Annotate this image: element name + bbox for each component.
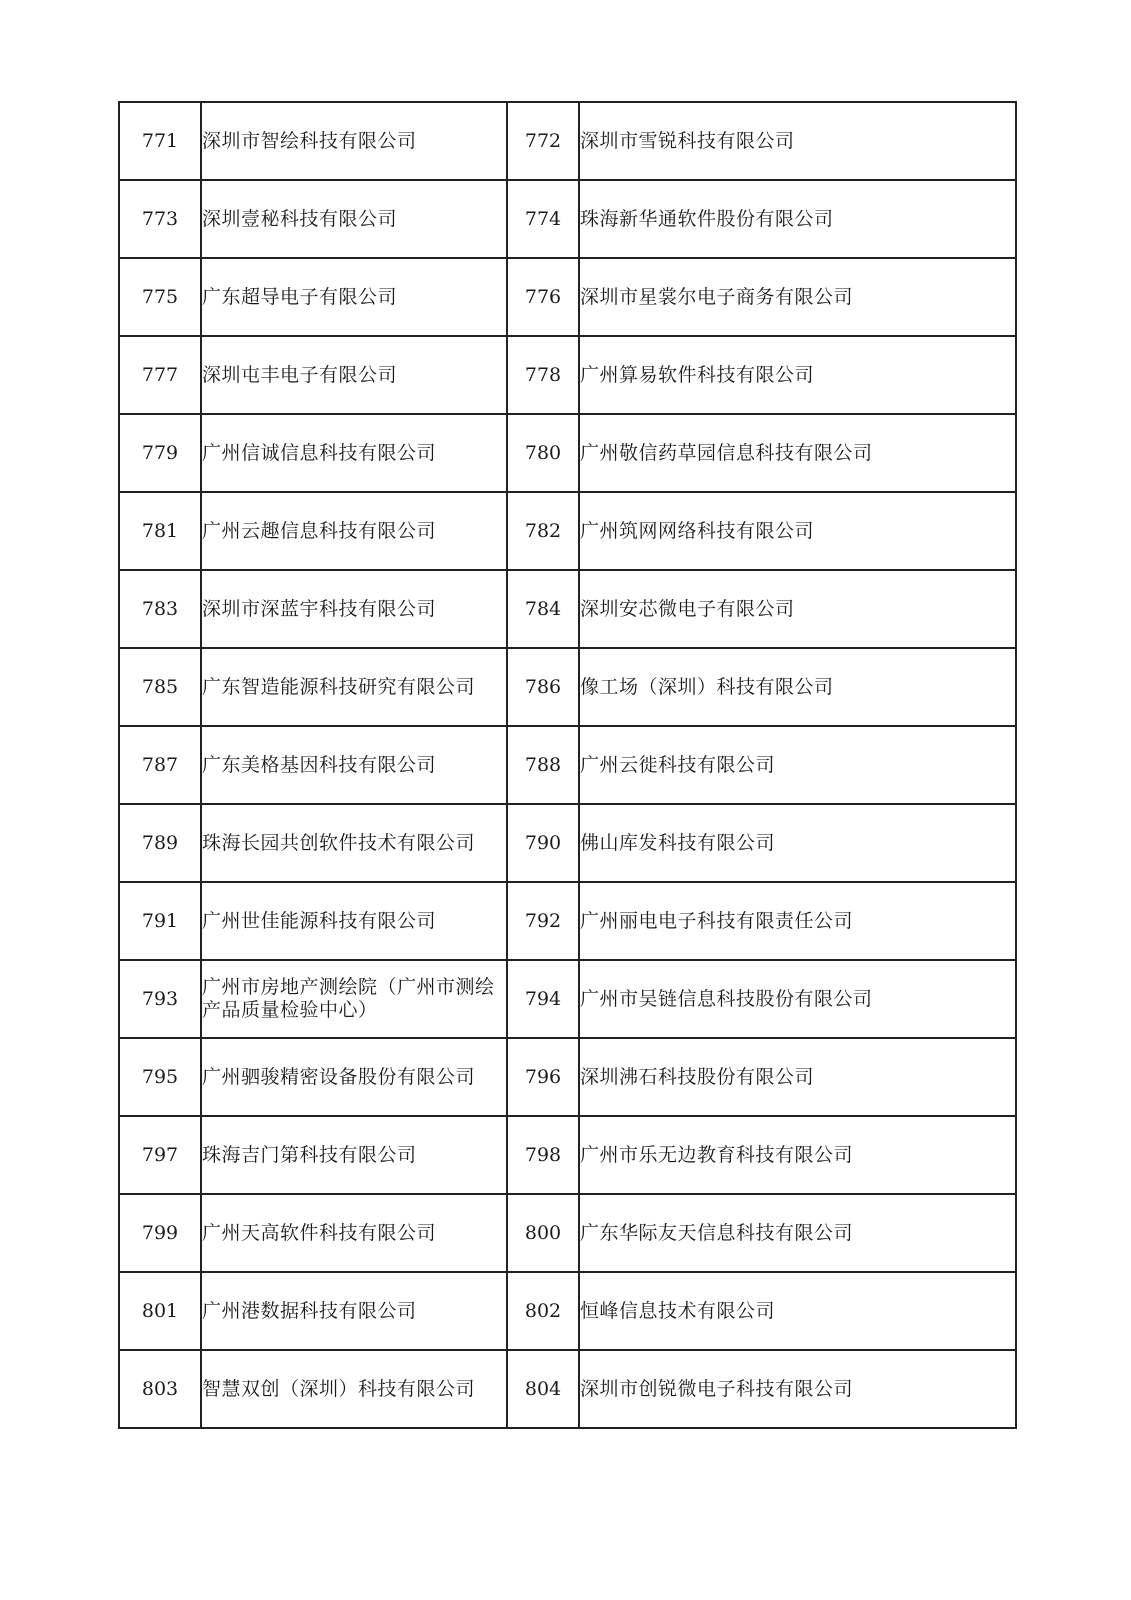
company-name-right: 广州筑网网络科技有限公司 [579, 492, 1016, 570]
row-number-left: 775 [119, 258, 201, 336]
row-number-left: 779 [119, 414, 201, 492]
company-name-left: 广东美格基因科技有限公司 [201, 726, 507, 804]
row-number-left: 789 [119, 804, 201, 882]
row-number-right: 782 [507, 492, 579, 570]
company-name-right: 广州市乐无边教育科技有限公司 [579, 1116, 1016, 1194]
row-number-right: 780 [507, 414, 579, 492]
table-row [119, 570, 1016, 648]
company-name-left: 珠海长园共创软件技术有限公司 [201, 804, 507, 882]
company-name-left: 广州天高软件科技有限公司 [201, 1194, 507, 1272]
company-name-right: 深圳市创锐微电子科技有限公司 [579, 1350, 1016, 1428]
table-row [119, 1038, 1016, 1116]
row-number-right: 776 [507, 258, 579, 336]
row-number-right: 794 [507, 960, 579, 1038]
row-number-left: 795 [119, 1038, 201, 1116]
row-number-right: 772 [507, 102, 579, 180]
table-row [119, 180, 1016, 258]
company-name-left: 广东超导电子有限公司 [201, 258, 507, 336]
row-number-right: 788 [507, 726, 579, 804]
table-row [119, 1194, 1016, 1272]
row-number-right: 792 [507, 882, 579, 960]
company-name-left: 广州世佳能源科技有限公司 [201, 882, 507, 960]
row-number-left: 781 [119, 492, 201, 570]
row-number-right: 800 [507, 1194, 579, 1272]
company-name-left: 深圳屯丰电子有限公司 [201, 336, 507, 414]
company-name-right: 珠海新华通软件股份有限公司 [579, 180, 1016, 258]
row-number-right: 804 [507, 1350, 579, 1428]
row-number-right: 774 [507, 180, 579, 258]
company-name-right: 广州丽电电子科技有限责任公司 [579, 882, 1016, 960]
company-name-left: 广州信诚信息科技有限公司 [201, 414, 507, 492]
table-row [119, 804, 1016, 882]
company-name-right: 广州算易软件科技有限公司 [579, 336, 1016, 414]
company-name-right: 深圳市雪锐科技有限公司 [579, 102, 1016, 180]
row-number-left: 791 [119, 882, 201, 960]
row-number-left: 771 [119, 102, 201, 180]
company-name-left: 广东智造能源科技研究有限公司 [201, 648, 507, 726]
company-name-left: 深圳市智绘科技有限公司 [201, 102, 507, 180]
company-name-right: 深圳安芯微电子有限公司 [579, 570, 1016, 648]
company-name-left: 深圳市深蓝宇科技有限公司 [201, 570, 507, 648]
row-number-left: 801 [119, 1272, 201, 1350]
company-name-left: 珠海吉门第科技有限公司 [201, 1116, 507, 1194]
table-row [119, 102, 1016, 180]
row-number-right: 802 [507, 1272, 579, 1350]
row-number-right: 778 [507, 336, 579, 414]
company-name-right: 佛山库发科技有限公司 [579, 804, 1016, 882]
table-row [119, 648, 1016, 726]
row-number-right: 784 [507, 570, 579, 648]
company-name-left: 广州港数据科技有限公司 [201, 1272, 507, 1350]
company-name-right: 广州市吴链信息科技股份有限公司 [579, 960, 1016, 1038]
table-row [119, 726, 1016, 804]
table-row [119, 1272, 1016, 1350]
row-number-left: 785 [119, 648, 201, 726]
row-number-left: 799 [119, 1194, 201, 1272]
table-body [119, 102, 1016, 1428]
company-name-left: 广州驷骏精密设备股份有限公司 [201, 1038, 507, 1116]
company-name-left: 广州云趣信息科技有限公司 [201, 492, 507, 570]
company-name-right: 深圳沸石科技股份有限公司 [579, 1038, 1016, 1116]
row-number-right: 796 [507, 1038, 579, 1116]
company-name-right: 广州敬信药草园信息科技有限公司 [579, 414, 1016, 492]
row-number-left: 797 [119, 1116, 201, 1194]
row-number-left: 777 [119, 336, 201, 414]
table-row [119, 1116, 1016, 1194]
row-number-right: 790 [507, 804, 579, 882]
company-name-right: 像工场（深圳）科技有限公司 [579, 648, 1016, 726]
row-number-left: 803 [119, 1350, 201, 1428]
row-number-left: 783 [119, 570, 201, 648]
table-row [119, 1350, 1016, 1428]
company-name-right: 广州云徙科技有限公司 [579, 726, 1016, 804]
table-row [119, 492, 1016, 570]
table-row [119, 882, 1016, 960]
company-name-right: 恒峰信息技术有限公司 [579, 1272, 1016, 1350]
table-row [119, 960, 1016, 1038]
row-number-right: 798 [507, 1116, 579, 1194]
company-name-left: 深圳壹秘科技有限公司 [201, 180, 507, 258]
company-name-left: 智慧双创（深圳）科技有限公司 [201, 1350, 507, 1428]
table-row [119, 336, 1016, 414]
company-list-table [118, 101, 1017, 1429]
company-name-right: 广东华际友天信息科技有限公司 [579, 1194, 1016, 1272]
table-row [119, 258, 1016, 336]
company-name-left: 广州市房地产测绘院（广州市测绘产品质量检验中心） [201, 960, 507, 1038]
row-number-left: 773 [119, 180, 201, 258]
table-row [119, 414, 1016, 492]
row-number-left: 793 [119, 960, 201, 1038]
company-name-right: 深圳市星裳尔电子商务有限公司 [579, 258, 1016, 336]
row-number-left: 787 [119, 726, 201, 804]
row-number-right: 786 [507, 648, 579, 726]
